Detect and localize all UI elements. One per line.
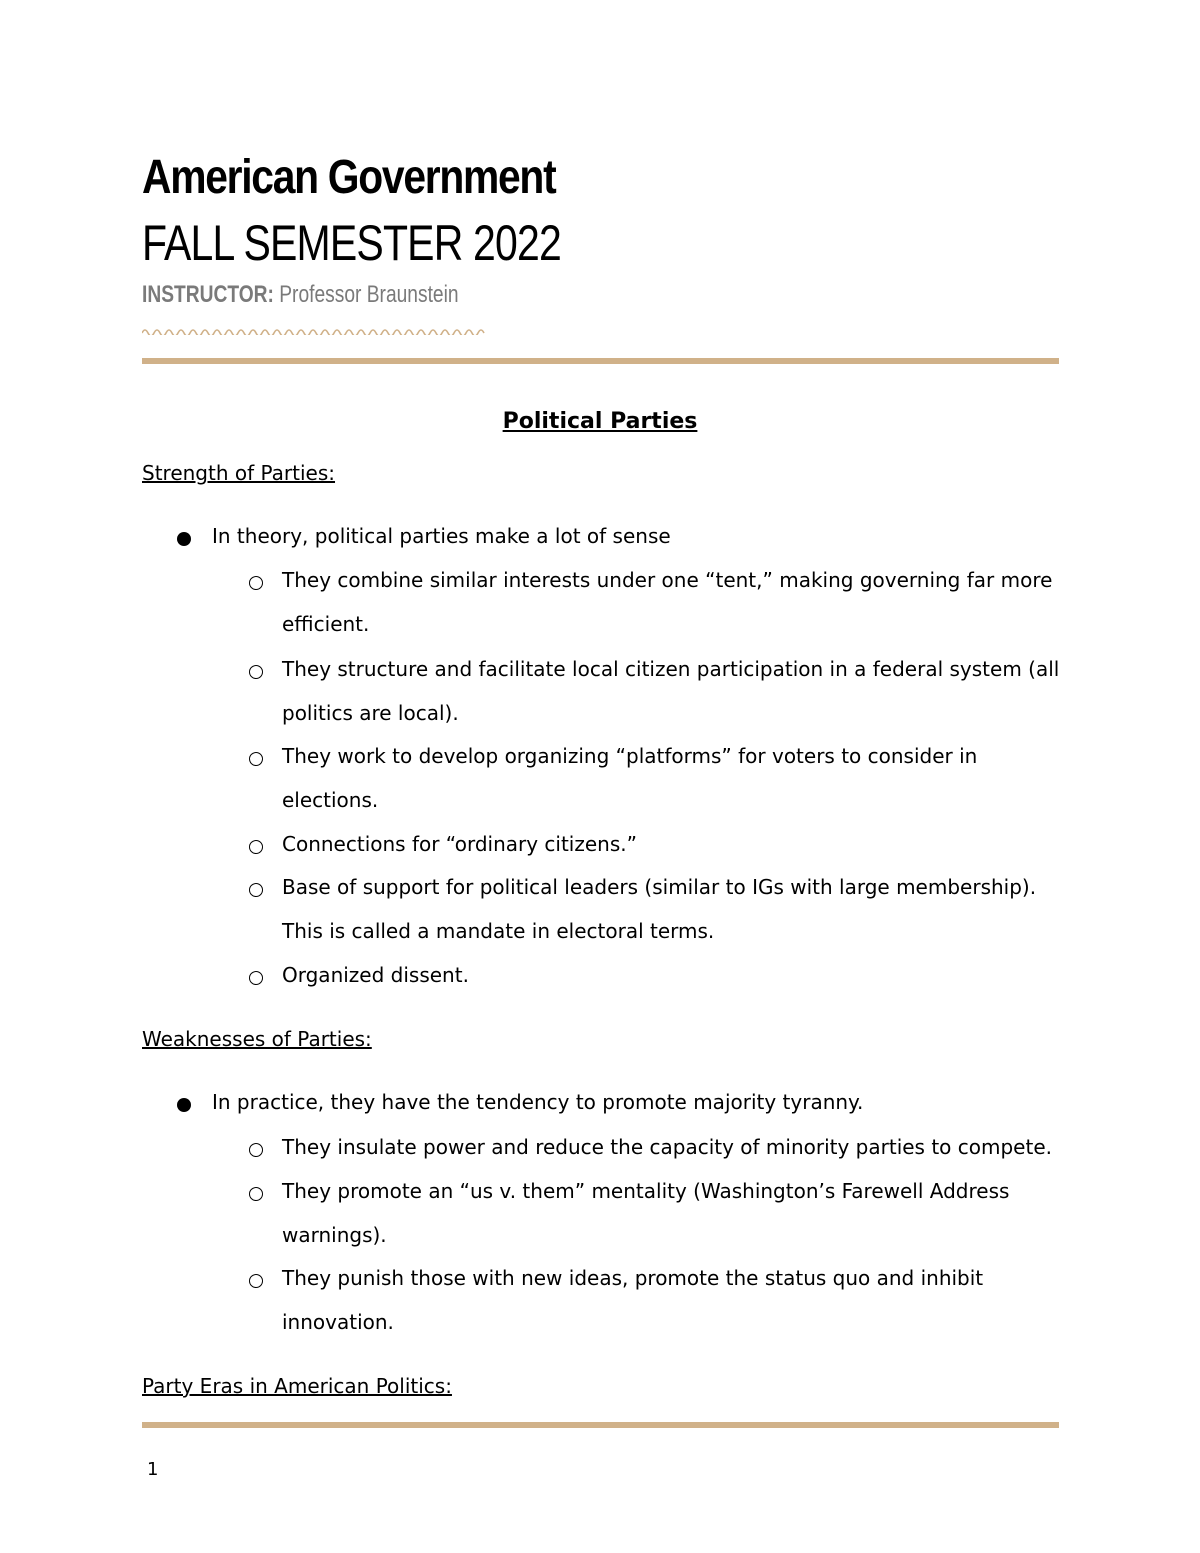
strengths-point: In theory, political parties make a lot of sense xyxy=(212,524,671,548)
list-item: They insulate power and reduce the capacity of minority parties to compete. xyxy=(282,1135,1052,1159)
hollow-bullet-icon xyxy=(249,1274,263,1288)
list-item: They punish those with new ideas, promote the status quo and inhibit xyxy=(282,1266,984,1290)
list-item-continuation: This is called a mandate in electoral terms. xyxy=(282,919,715,943)
filled-bullet-icon xyxy=(177,532,191,546)
hollow-bullet-icon xyxy=(249,840,263,854)
list-item-continuation: elections. xyxy=(282,788,379,812)
hollow-bullet-icon xyxy=(249,1143,263,1157)
hollow-bullet-icon xyxy=(249,971,263,985)
list-item-continuation: efficient. xyxy=(282,612,370,636)
instructor-name: Professor Braunstein xyxy=(279,281,459,308)
weaknesses-heading: Weaknesses of Parties: xyxy=(142,1027,372,1051)
section-title: Political Parties xyxy=(502,409,698,434)
list-item: Organized dissent. xyxy=(282,963,469,987)
list-item: They work to develop organizing “platforms” for voters to consider in xyxy=(282,744,978,768)
list-item: They combine similar interests under one “tent,” making governing far more xyxy=(282,568,1053,592)
hollow-bullet-icon xyxy=(249,576,263,590)
decorative-squiggle xyxy=(142,327,487,335)
page-number: 1 xyxy=(147,1459,159,1480)
header-divider xyxy=(142,358,1059,364)
hollow-bullet-icon xyxy=(249,1187,263,1201)
hollow-bullet-icon xyxy=(249,752,263,766)
hollow-bullet-icon xyxy=(249,665,263,679)
list-item-continuation: politics are local). xyxy=(282,701,459,725)
list-item: They promote an “us v. them” mentality (Washington’s Farewell Address xyxy=(282,1179,1010,1203)
list-item: Connections for “ordinary citizens.” xyxy=(282,832,637,856)
list-item-continuation: warnings). xyxy=(282,1223,387,1247)
instructor-line xyxy=(142,280,459,310)
weaknesses-point: In practice, they have the tendency to promote majority tyranny. xyxy=(212,1090,864,1114)
party-eras-heading: Party Eras in American Politics: xyxy=(142,1374,452,1398)
footer-divider xyxy=(142,1422,1059,1428)
hollow-bullet-icon xyxy=(249,883,263,897)
instructor-label: INSTRUCTOR: xyxy=(142,281,274,308)
list-item-continuation: innovation. xyxy=(282,1310,394,1334)
list-item: Base of support for political leaders (similar to IGs with large membership). xyxy=(282,875,1037,899)
document-title: American Government xyxy=(142,151,556,204)
strengths-heading: Strength of Parties: xyxy=(142,461,336,485)
filled-bullet-icon xyxy=(177,1098,191,1112)
semester-subtitle: FALL SEMESTER 2022 xyxy=(142,215,561,271)
list-item: They structure and facilitate local citizen participation in a federal system (all xyxy=(282,657,1060,681)
